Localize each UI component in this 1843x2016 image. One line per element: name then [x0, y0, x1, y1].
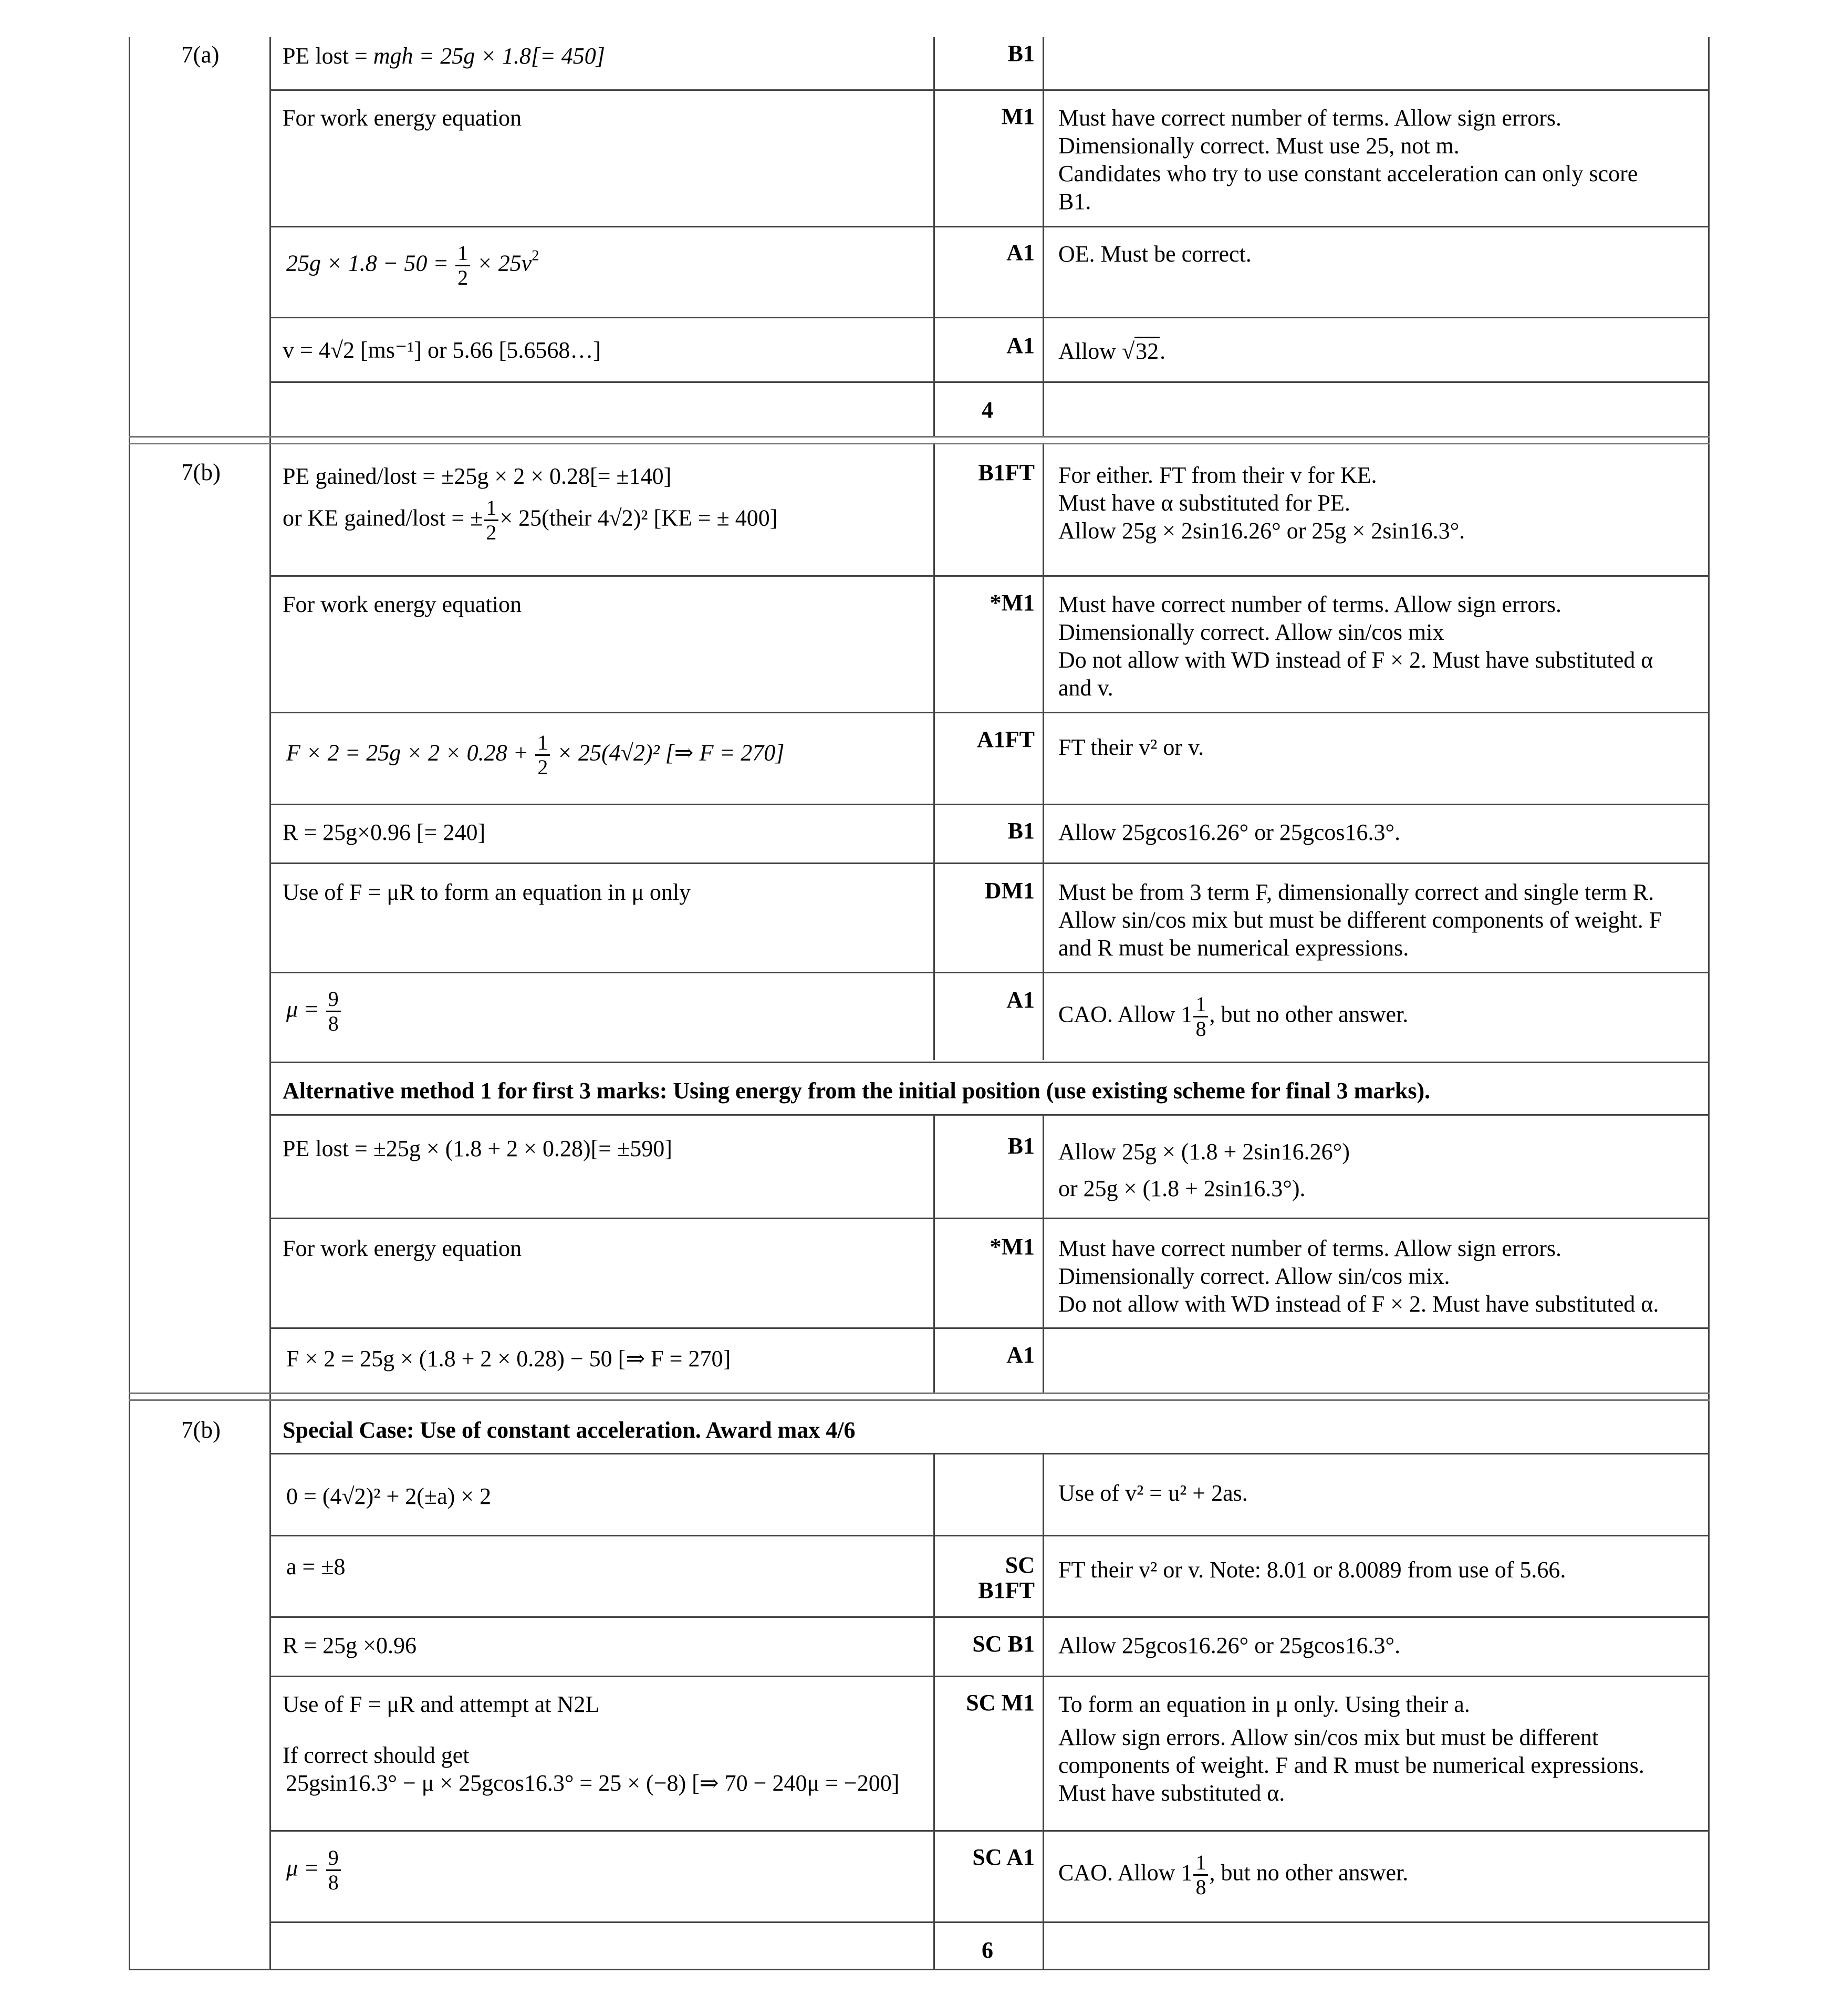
row-line — [269, 1616, 1710, 1618]
frac-num: 1 — [1193, 1851, 1208, 1876]
guidance-line: Must have substituted α. — [1058, 1780, 1285, 1806]
border-left — [129, 37, 130, 1970]
guidance-line: Must be from 3 term F, dimensionally correct and single term R. — [1058, 879, 1654, 905]
guidance-note: FT their v² or v. — [1058, 734, 1204, 760]
guidance-note — [1058, 590, 1710, 702]
guidance-line: Must have correct number of terms. Allow sign errors. — [1058, 591, 1561, 617]
special-case-header: Special Case: Use of constant acceleration. Award max 4/6 — [283, 1417, 856, 1443]
answer-mu — [286, 1846, 342, 1894]
answer-reaction: R = 25g×0.96 [= 240] — [283, 819, 486, 845]
row-line — [269, 1327, 1710, 1329]
equation-left: 25g × 1.8 − 50 = — [286, 250, 449, 276]
guidance-line: Allow sign errors. Allow sin/cos mix but must be different — [1058, 1724, 1599, 1750]
row-line — [269, 89, 1710, 91]
frac-den: 2 — [457, 266, 468, 289]
guidance-line: Must have α substituted for PE. — [1058, 490, 1350, 516]
frac-den: 8 — [1195, 1875, 1206, 1899]
answer-line: 25gsin16.3° − μ × 25gcos16.3° = 25 × (−8) [⇒ 70 − 240μ = −200] — [286, 1770, 900, 1796]
mark-line: SC — [1005, 1552, 1035, 1578]
guidance-line: Dimensionally correct. Allow sin/cos mix. — [1058, 1263, 1450, 1289]
row-line — [269, 1535, 1710, 1536]
row-line — [269, 1062, 1710, 1063]
mark-code — [935, 1553, 1035, 1603]
guidance-line: Dimensionally correct. Allow sin/cos mix — [1058, 619, 1444, 645]
guidance-line: Dimensionally correct. Must use 25, not m. — [1058, 133, 1460, 159]
answer-line: If correct should get — [283, 1742, 470, 1768]
mark-code: SC M1 — [966, 1690, 1035, 1716]
total-marks: 6 — [982, 1937, 993, 1963]
frac-num: 1 — [1193, 993, 1208, 1017]
equation-left: F × 2 = 25g × 2 × 0.28 + — [286, 740, 529, 766]
guidance-text: . — [1160, 338, 1166, 364]
fraction — [455, 242, 470, 289]
answer-acceleration: a = ±8 — [286, 1554, 346, 1579]
answer-text: or KE gained/lost = ± — [283, 505, 483, 531]
question-number: 7(b) — [181, 459, 221, 485]
fraction — [326, 988, 341, 1035]
row-line — [269, 1218, 1710, 1219]
row-line — [269, 1830, 1710, 1832]
guidance-note — [1058, 993, 1710, 1041]
table-bottom — [129, 1969, 1710, 1970]
frac-num: 1 — [535, 731, 550, 756]
mark-code: B1 — [1007, 818, 1035, 844]
section-separator — [129, 436, 1710, 438]
guidance-line: and R must be numerical expressions. — [1058, 935, 1409, 961]
guidance-line: Candidates who try to use constant acceleration can only score — [1058, 161, 1638, 186]
mark-code: SC A1 — [972, 1844, 1035, 1870]
guidance-line: Allow 25g × (1.8 + 2sin16.26°) — [1058, 1139, 1350, 1165]
answer-text: × 25(their 4√2)² [KE = ± 400] — [499, 505, 778, 531]
guidance-line: Do not allow with WD instead of F × 2. Must have substituted α. — [1058, 1291, 1659, 1317]
guidance-note: Allow 25gcos16.26° or 25gcos16.3°. — [1058, 819, 1401, 845]
guidance-text: CAO. Allow 1 — [1058, 1859, 1193, 1886]
guidance-line: Allow sin/cos mix but must be different components of weight. F — [1058, 907, 1662, 933]
mark-code: A1 — [1006, 332, 1035, 358]
row-line — [269, 1453, 1710, 1454]
mark-code: *M1 — [990, 590, 1035, 616]
answer-pe-lost — [283, 42, 605, 70]
guidance-note — [1058, 1690, 1710, 1807]
guidance-line: Do not allow with WD instead of F × 2. Must have substituted α — [1058, 647, 1653, 673]
guidance-line: Must have correct number of terms. Allow sign errors. — [1058, 1235, 1561, 1261]
question-number: 7(a) — [181, 41, 220, 68]
mark-code: A1 — [1006, 240, 1035, 265]
guidance-note: Allow 25gcos16.26° or 25gcos16.3°. — [1058, 1633, 1401, 1658]
guidance-text: Allow — [1058, 338, 1122, 364]
row-line — [269, 575, 1710, 577]
answer-friction-equation — [286, 731, 784, 779]
answer-math: mgh = 25g × 1.8[= 450] — [373, 43, 605, 69]
frac-den: 2 — [537, 755, 548, 779]
mark-code: A1 — [1006, 987, 1035, 1013]
guidance-text: CAO. Allow 1 — [1058, 1001, 1193, 1027]
divider-mark-sc — [1043, 1453, 1044, 1970]
answer-energy-equation — [286, 242, 539, 289]
row-line — [269, 972, 1710, 973]
divider-mark-b2 — [1043, 1114, 1044, 1393]
divider-mark-b1 — [1043, 444, 1044, 1060]
frac-den: 8 — [328, 1012, 339, 1035]
answer-text: PE lost = — [283, 43, 373, 69]
answer-pe-ke — [283, 462, 777, 544]
section-separator — [129, 1393, 1710, 1394]
answer-work-energy: For work energy equation — [283, 105, 522, 131]
guidance-note — [1058, 104, 1710, 215]
row-line — [269, 1676, 1710, 1677]
answer-pe-lost-alt: PE lost = ±25g × (1.8 + 2 × 0.28)[= ±590] — [283, 1136, 672, 1161]
row-line — [269, 712, 1710, 713]
divider-answer-a — [933, 37, 935, 436]
guidance-line: Allow 25g × 2sin16.26° or 25g × 2sin16.3°. — [1058, 518, 1465, 544]
row-line — [269, 804, 1710, 805]
mark-code: A1FT — [977, 726, 1035, 752]
mark-code: B1FT — [978, 460, 1035, 485]
guidance-note: OE. Must be correct. — [1058, 241, 1252, 267]
answer-n2l — [283, 1690, 899, 1797]
answer-friction-alt: F × 2 = 25g × (1.8 + 2 × 0.28) − 50 [⇒ F = 270] — [286, 1346, 731, 1371]
row-line — [269, 1921, 1710, 1923]
frac-num: 9 — [326, 1846, 341, 1871]
mark-code: DM1 — [984, 878, 1035, 903]
guidance-line: and v. — [1058, 675, 1113, 701]
row-line — [269, 317, 1710, 318]
section-separator — [129, 1399, 1710, 1401]
question-number: 7(b) — [181, 1417, 221, 1443]
total-marks: 4 — [982, 397, 993, 423]
divider-question — [269, 37, 271, 1970]
frac-den: 8 — [328, 1870, 339, 1894]
answer-use-of-friction: Use of F = μR to form an equation in μ only — [283, 879, 691, 905]
frac-den: 8 — [1195, 1017, 1206, 1041]
guidance-line: For either. FT from their v for KE. — [1058, 462, 1377, 488]
divider-answer-b1 — [933, 444, 935, 1060]
fraction — [535, 731, 550, 779]
fraction — [1193, 993, 1208, 1041]
row-line — [269, 381, 1710, 383]
guidance-note — [1058, 1234, 1710, 1318]
mark-line: B1FT — [978, 1577, 1035, 1603]
section-separator — [129, 443, 1710, 444]
mark-code: *M1 — [990, 1234, 1035, 1260]
answer-work-energy: For work energy equation — [283, 591, 522, 617]
divider-mark-a — [1043, 37, 1044, 436]
guidance-line: or 25g × (1.8 + 2sin16.3°). — [1058, 1176, 1306, 1201]
answer-line: Use of F = μR and attempt at N2L — [283, 1691, 600, 1717]
mark-code: B1 — [1007, 40, 1035, 66]
answer-velocity: v = 4√2 [ms⁻¹] or 5.66 [5.6568…] — [283, 337, 601, 363]
alternative-method-header: Alternative method 1 for first 3 marks: Using energy from the initial position (use existing scheme for final 3 marks). — [283, 1078, 1431, 1104]
guidance-note — [1058, 1851, 1710, 1899]
frac-num: 1 — [455, 242, 470, 266]
equation-right: × 25v — [477, 250, 532, 276]
equation-right: × 25(4√2)² [⇒ F = 270] — [557, 740, 785, 766]
equation-left: μ = — [286, 996, 319, 1022]
guidance-text: , but no other answer. — [1209, 1859, 1409, 1886]
guidance-note — [1058, 1134, 1710, 1207]
answer-work-energy: For work energy equation — [283, 1235, 522, 1261]
equation-left: μ = — [286, 1855, 319, 1881]
mark-code: SC B1 — [972, 1631, 1035, 1657]
guidance-line: B1. — [1058, 189, 1091, 214]
frac-den: 2 — [486, 521, 497, 544]
row-line — [269, 1114, 1710, 1116]
fraction — [484, 496, 498, 544]
frac-num: 1 — [484, 496, 498, 521]
answer-line: PE gained/lost = ±25g × 2 × 0.28[= ±140] — [283, 463, 672, 489]
mark-code: A1 — [1006, 1342, 1035, 1368]
guidance-line: To form an equation in μ only. Using their a. — [1058, 1691, 1470, 1717]
guidance-note — [1058, 461, 1710, 545]
guidance-note: Allow √32. — [1058, 337, 1710, 365]
guidance-text: , but no other answer. — [1209, 1001, 1409, 1027]
mark-code: M1 — [1001, 103, 1035, 129]
exponent: 2 — [532, 247, 539, 264]
row-line — [269, 862, 1710, 864]
answer-reaction: R = 25g ×0.96 — [283, 1633, 417, 1658]
fraction — [326, 1846, 341, 1894]
fraction — [1193, 1851, 1208, 1899]
frac-num: 9 — [326, 988, 341, 1012]
radicand: 32 — [1134, 337, 1160, 364]
guidance-note — [1058, 878, 1710, 962]
row-line — [269, 226, 1710, 227]
guidance-note: Use of v² = u² + 2as. — [1058, 1480, 1248, 1506]
mark-code: B1 — [1007, 1133, 1035, 1159]
answer-line — [283, 496, 777, 544]
guidance-line: components of weight. F and R must be numerical expressions. — [1058, 1752, 1644, 1778]
answer-suvat: 0 = (4√2)² + 2(±a) × 2 — [286, 1483, 492, 1509]
guidance-line: Must have correct number of terms. Allow sign errors. — [1058, 105, 1561, 131]
guidance-note: FT their v² or v. Note: 8.01 or 8.0089 from use of 5.66. — [1058, 1557, 1566, 1583]
answer-mu — [286, 988, 342, 1035]
